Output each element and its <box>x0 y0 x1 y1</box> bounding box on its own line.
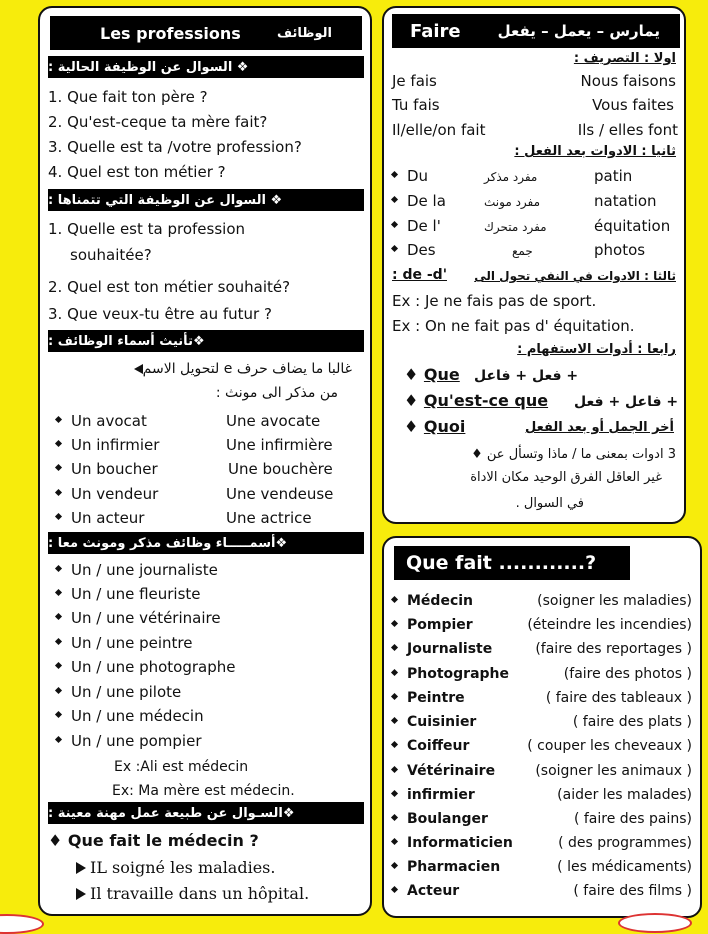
bullet-icon <box>55 638 62 645</box>
job-row: Photographe <box>392 665 509 683</box>
job-row: Peintre <box>392 689 465 707</box>
heading-negation: ثالثا : الادوات في النفي تحول الى <box>474 269 676 283</box>
bullet-icon <box>391 171 398 178</box>
bullet-icon <box>391 765 398 772</box>
job-row: Pompier <box>392 616 473 634</box>
faire-panel <box>382 6 686 524</box>
bullet-icon <box>391 813 398 820</box>
wish-question-1-cont: souhaitée? <box>70 246 152 264</box>
both-item: Un / une vétérinaire <box>56 609 221 627</box>
bullet-icon <box>391 716 398 723</box>
final-question: ♦ Que fait le médecin ? <box>48 831 259 850</box>
section-wished-job: ❖ السوال عن الوظيفة التي تتمناها : <box>48 189 364 211</box>
fem-row-m: Un vendeur <box>56 485 158 503</box>
bullet-icon <box>391 643 398 650</box>
job-row: Coiffeur <box>392 737 469 755</box>
left-title-ar: الوظائف <box>277 25 332 41</box>
decorative-blob <box>618 913 692 933</box>
fem-row-m: Un avocat <box>56 412 147 430</box>
left-title: Les professions <box>100 23 241 43</box>
fem-row-f: Une avocate <box>226 412 321 430</box>
interrogative-est-ce-que: ♦ Qu'est-ce que <box>404 391 549 410</box>
interrogative-note-1: 3 ادوات بمعنى ما / ماذا وتسأل عن ♦ <box>471 447 676 462</box>
bullet-icon <box>55 489 62 496</box>
both-item: Un / une photographe <box>56 658 236 676</box>
heading-interrogatives: رابعا : أدوات الاستفهام : <box>517 342 676 357</box>
article-ar: جمع <box>512 244 533 258</box>
conj-left: Tu fais <box>392 96 440 114</box>
both-item: Un / une pompier <box>56 732 201 750</box>
bullet-icon <box>55 662 62 669</box>
bullet-icon <box>391 861 398 868</box>
faire-title-bar <box>392 14 680 48</box>
interrogative-quoi: ♦ Quoi <box>404 417 466 436</box>
bullet-icon <box>55 416 62 423</box>
interrogative-note-2: غير العاقل الفرق الوحيد مكان الاداة <box>470 470 662 485</box>
bullet-icon <box>391 245 398 252</box>
job-row: Acteur <box>392 882 459 900</box>
both-item: Un / une fleuriste <box>56 585 201 603</box>
left-panel <box>38 6 372 916</box>
conj-right: Nous faisons <box>580 72 676 90</box>
interrogative-que-ar: + فعل + فاعل <box>474 368 579 384</box>
both-item: Un / une journaliste <box>56 561 218 579</box>
arrow-left-icon <box>134 364 143 374</box>
interrogative-est-ce-que-ar: + فاعل + فعل <box>574 394 679 410</box>
job-description: ( faire des plats ) <box>572 714 692 730</box>
both-item: Un / une médecin <box>56 707 204 725</box>
bullet-icon <box>55 711 62 718</box>
interrogative-note-3: في السوال . <box>515 496 584 511</box>
conj-left: Il/elle/on fait <box>392 121 486 139</box>
negation-example-2: Ex : On ne fait pas d' équitation. <box>392 317 635 335</box>
fem-row-m: Un acteur <box>56 509 144 527</box>
fem-row-m: Un infirmier <box>56 436 159 454</box>
wish-question-1: 1. Quelle est ta profession <box>48 220 246 238</box>
section-job-nature: ❖السـوال عن طبيعة عمل مهنة معينة : <box>48 802 364 824</box>
feminine-rule-line1 <box>130 360 352 378</box>
both-item: Un / une peintre <box>56 634 192 652</box>
article-example: natation <box>594 192 657 210</box>
job-description: (éteindre les incendies) <box>527 617 692 633</box>
decorative-blob <box>0 914 44 934</box>
que-fait-panel <box>382 536 702 918</box>
job-description: ( les médicaments) <box>557 859 692 875</box>
job-description: (faire des reportages ) <box>535 641 692 657</box>
job-row: Médecin <box>392 592 473 610</box>
conj-right: Vous faites <box>592 96 674 114</box>
article-example: équitation <box>594 217 671 235</box>
bullet-icon <box>55 736 62 743</box>
fem-row-f: Une actrice <box>226 509 312 527</box>
job-description: ( faire des pains) <box>573 811 692 827</box>
bullet-icon <box>391 221 398 228</box>
feminine-rule-text: غالبا ما يضاف حرف e لتحويل الاسم <box>142 361 352 377</box>
job-description: ( faire des films ) <box>573 883 692 899</box>
job-row: Journaliste <box>392 640 492 658</box>
question-4: 4. Quel est ton métier ? <box>48 163 226 181</box>
interrogative-quoi-ar: أخر الجمل أو بعد الفعل <box>525 420 674 435</box>
bullet-icon <box>55 589 62 596</box>
section-current-job: ❖ السوال عن الوظيفة الحالية : <box>48 56 364 78</box>
bullet-icon <box>391 885 398 892</box>
wish-question-2: 2. Quel est ton métier souhaité? <box>48 278 291 296</box>
section-both-genders: ❖أسمـــــاء وظائف مذكر ومونث معا : <box>48 532 364 554</box>
bullet-icon <box>391 837 398 844</box>
example-1: Ex :Ali est médecin <box>114 759 249 775</box>
job-row: Informaticien <box>392 834 513 852</box>
job-description: ( des programmes) <box>558 835 692 851</box>
que-fait-title: Que fait ............? <box>394 546 630 580</box>
job-description: (aider les malades) <box>557 787 692 803</box>
conj-left: Je fais <box>392 72 437 90</box>
bullet-icon <box>391 668 398 675</box>
bullet-icon <box>391 692 398 699</box>
article: De l' <box>392 217 441 235</box>
bullet-icon <box>391 595 398 602</box>
job-row: Pharmacien <box>392 858 500 876</box>
bullet-icon <box>55 565 62 572</box>
answer-1: IL soigné les maladies. <box>76 859 275 877</box>
heading-conjugation: اولا : التصريف : <box>573 51 676 66</box>
example-2: Ex: Ma mère est médecin. <box>112 783 295 799</box>
article-ar: مفرد متحرك <box>484 220 547 234</box>
bullet-icon <box>391 740 398 747</box>
conj-right: Ils / elles font <box>577 121 678 139</box>
question-2: 2. Qu'est-ceque ta mère fait? <box>48 113 268 131</box>
job-row: Boulanger <box>392 810 488 828</box>
negation-articles: : de -d' <box>392 267 447 283</box>
job-description: ( faire des tableaux ) <box>545 690 692 706</box>
job-row: Cuisinier <box>392 713 476 731</box>
bullet-icon <box>391 619 398 626</box>
left-title-bar <box>50 16 362 50</box>
article-ar: مفرد مذكر <box>484 170 538 184</box>
bullet-icon <box>391 789 398 796</box>
arrow-right-icon <box>76 888 86 900</box>
article: Des <box>392 241 436 259</box>
article-example: photos <box>594 241 646 259</box>
article: Du <box>392 167 428 185</box>
job-description: (soigner les maladies) <box>537 593 692 609</box>
fem-row-f: Une vendeuse <box>226 485 334 503</box>
article-ar: مفرد مونث <box>484 195 541 209</box>
both-item: Un / une pilote <box>56 683 181 701</box>
bullet-icon <box>55 513 62 520</box>
answer-2: Il travaille dans un hôpital. <box>76 885 309 903</box>
bullet-icon <box>55 613 62 620</box>
section-feminine: ❖تأنيث أسماء الوظائف : <box>48 330 364 352</box>
fem-row-m: Un boucher <box>56 460 158 478</box>
question-1: 1. Que fait ton père ? <box>48 88 208 106</box>
fem-row-f: Une bouchère <box>228 460 333 478</box>
heading-articles: ثانيا : الادوات بعد الفعل : <box>514 144 676 159</box>
bullet-icon <box>55 464 62 471</box>
bullet-icon <box>391 196 398 203</box>
job-row: Vétérinaire <box>392 762 495 780</box>
fem-row-f: Une infirmière <box>226 436 333 454</box>
job-description: (faire des photos ) <box>563 666 692 682</box>
wish-question-3: 3. Que veux-tu être au futur ? <box>48 305 272 323</box>
article-example: patin <box>594 167 633 185</box>
bullet-icon <box>55 687 62 694</box>
arrow-right-icon <box>76 862 86 874</box>
job-description: ( couper les cheveaux ) <box>527 738 692 754</box>
faire-title-ar: يمارس – يعمل – يفعل <box>497 22 660 40</box>
job-description: (soigner les animaux ) <box>535 763 692 779</box>
job-row: infirmier <box>392 786 475 804</box>
question-3: 3. Quelle est ta /votre profession? <box>48 138 302 156</box>
article: De la <box>392 192 446 210</box>
interrogative-que: ♦ Que <box>404 365 460 384</box>
negation-example-1: Ex : Je ne fais pas de sport. <box>392 292 597 310</box>
bullet-icon <box>55 440 62 447</box>
feminine-rule-line2: من مذكر الى مونث : <box>215 385 338 401</box>
faire-title: Faire <box>410 20 461 42</box>
